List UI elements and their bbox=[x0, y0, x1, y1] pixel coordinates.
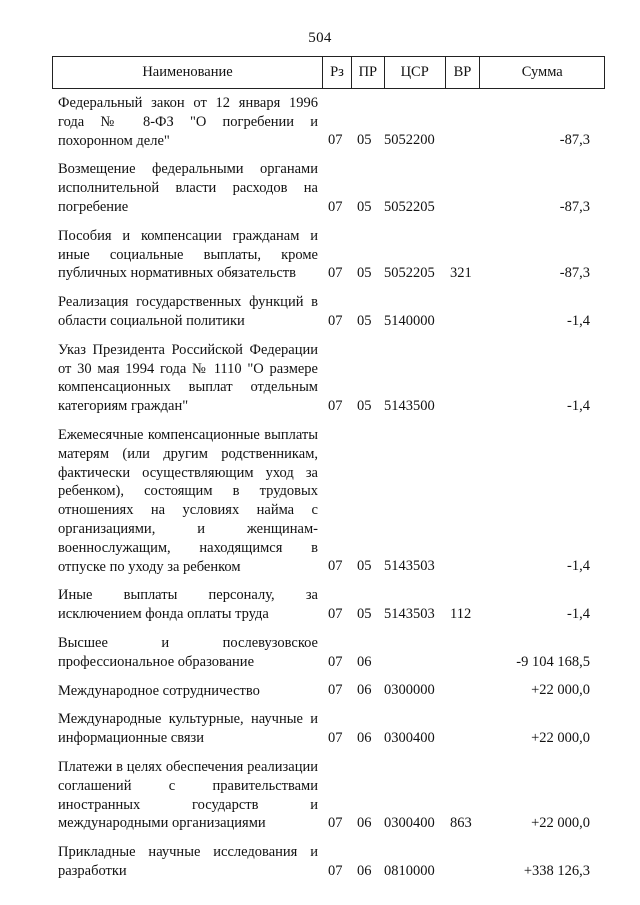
row-csr: 5052205 bbox=[384, 198, 435, 215]
row-sum: -1,4 bbox=[567, 558, 590, 575]
row-pr: 05 bbox=[357, 605, 372, 622]
column-header-pr: ПР bbox=[352, 57, 385, 88]
column-header-sum: Сумма bbox=[521, 64, 563, 80]
row-csr: 0300400 bbox=[384, 729, 435, 746]
row-csr: 0810000 bbox=[384, 862, 435, 879]
table-row bbox=[58, 634, 590, 672]
row-rz: 07 bbox=[328, 653, 343, 670]
table-header bbox=[52, 56, 605, 89]
row-rz: 07 bbox=[328, 729, 343, 746]
row-sum: -87,3 bbox=[559, 198, 590, 215]
row-rz: 07 bbox=[328, 198, 343, 215]
row-pr: 05 bbox=[357, 265, 372, 282]
row-name: Высшее и послевузовское профессиональное образование bbox=[58, 634, 318, 670]
row-vr: 863 bbox=[450, 815, 472, 832]
row-name: Платежи в целях обеспечения реализации соглашений с правительствами иностранных государств и международными организациями bbox=[58, 758, 318, 832]
table-row bbox=[58, 341, 590, 416]
row-pr: 05 bbox=[357, 198, 372, 215]
row-rz: 07 bbox=[328, 605, 343, 622]
row-name: Иные выплаты персоналу, за исключением фонда оплаты труда bbox=[58, 587, 318, 623]
row-rz: 07 bbox=[328, 132, 343, 149]
row-name: Федеральный закон от 12 января 1996 года № 8-ФЗ "О погребении и похоронном деле" bbox=[58, 95, 318, 149]
table-row bbox=[58, 682, 590, 701]
table-row bbox=[58, 586, 590, 624]
row-rz: 07 bbox=[328, 397, 343, 414]
row-csr: 5052205 bbox=[384, 265, 435, 282]
row-pr: 05 bbox=[357, 397, 372, 414]
column-header-name: Наименование bbox=[53, 57, 323, 88]
row-sum: +22 000,0 bbox=[531, 682, 590, 699]
row-csr: 5143503 bbox=[384, 605, 435, 622]
column-header-rz: Рз bbox=[323, 57, 352, 88]
row-pr: 06 bbox=[357, 815, 372, 832]
row-sum: -1,4 bbox=[567, 397, 590, 414]
table-row bbox=[58, 758, 590, 833]
row-sum: -9 104 168,5 bbox=[516, 653, 590, 670]
table-row bbox=[58, 227, 590, 283]
row-pr: 05 bbox=[357, 558, 372, 575]
row-name: Пособия и компенсации гражданам и иные социальные выплаты, кроме публичных нормативных обязательств bbox=[58, 227, 318, 282]
row-name: Указ Президента Российской Федерации от 30 мая 1994 года № 1110 "О размере компенсационных выплат отдельным категориям граждан" bbox=[58, 341, 318, 415]
row-rz: 07 bbox=[328, 558, 343, 575]
column-header-vr: ВР bbox=[446, 57, 481, 88]
row-pr: 06 bbox=[357, 862, 372, 879]
row-rz: 07 bbox=[328, 815, 343, 832]
row-pr: 06 bbox=[357, 653, 372, 670]
page-number: 504 bbox=[308, 30, 332, 46]
row-pr: 06 bbox=[357, 729, 372, 746]
row-pr: 05 bbox=[357, 312, 372, 329]
table-row bbox=[58, 843, 590, 881]
table-row bbox=[58, 160, 590, 216]
row-sum: -1,4 bbox=[567, 312, 590, 329]
row-sum: -1,4 bbox=[567, 605, 590, 622]
row-name: Возмещение федеральными органами исполнительной власти расходов на погребение bbox=[58, 161, 318, 215]
table-row bbox=[58, 426, 590, 576]
table-row bbox=[58, 94, 590, 150]
table-row bbox=[58, 710, 590, 748]
row-rz: 07 bbox=[328, 682, 343, 699]
column-header-csr: ЦСР bbox=[385, 57, 446, 88]
row-vr: 112 bbox=[450, 605, 472, 622]
row-sum: +338 126,3 bbox=[523, 862, 590, 879]
row-pr: 06 bbox=[357, 682, 372, 699]
row-name: Реализация государственных функций в области социальной политики bbox=[58, 294, 318, 329]
row-name: Прикладные научные исследования и разработки bbox=[58, 844, 318, 879]
row-csr: 5052200 bbox=[384, 132, 435, 149]
row-name: Ежемесячные компенсационные выплаты матерям (или другим родственникам, фактически осуществляющим уход за ребенком), состоящим в трудовых отношениях на условиях найма с организациями, и женщинам-военнослужащим, находящимся в отпуске по уходу за ребенком bbox=[58, 426, 318, 575]
row-sum: -87,3 bbox=[559, 265, 590, 282]
row-csr: 5143500 bbox=[384, 397, 435, 414]
row-csr: 5143503 bbox=[384, 558, 435, 575]
row-pr: 05 bbox=[357, 132, 372, 149]
row-rz: 07 bbox=[328, 312, 343, 329]
row-sum: +22 000,0 bbox=[531, 815, 590, 832]
row-vr: 321 bbox=[450, 265, 472, 282]
table-row bbox=[58, 293, 590, 331]
table-body bbox=[58, 94, 590, 891]
row-name: Международные культурные, научные и информационные связи bbox=[58, 711, 318, 747]
row-sum: -87,3 bbox=[559, 132, 590, 149]
row-csr: 0300400 bbox=[384, 815, 435, 832]
row-name: Международное сотрудничество bbox=[58, 682, 260, 699]
row-csr: 0300000 bbox=[384, 682, 435, 699]
row-rz: 07 bbox=[328, 265, 343, 282]
row-csr: 5140000 bbox=[384, 312, 435, 329]
row-rz: 07 bbox=[328, 862, 343, 879]
row-sum: +22 000,0 bbox=[531, 729, 590, 746]
